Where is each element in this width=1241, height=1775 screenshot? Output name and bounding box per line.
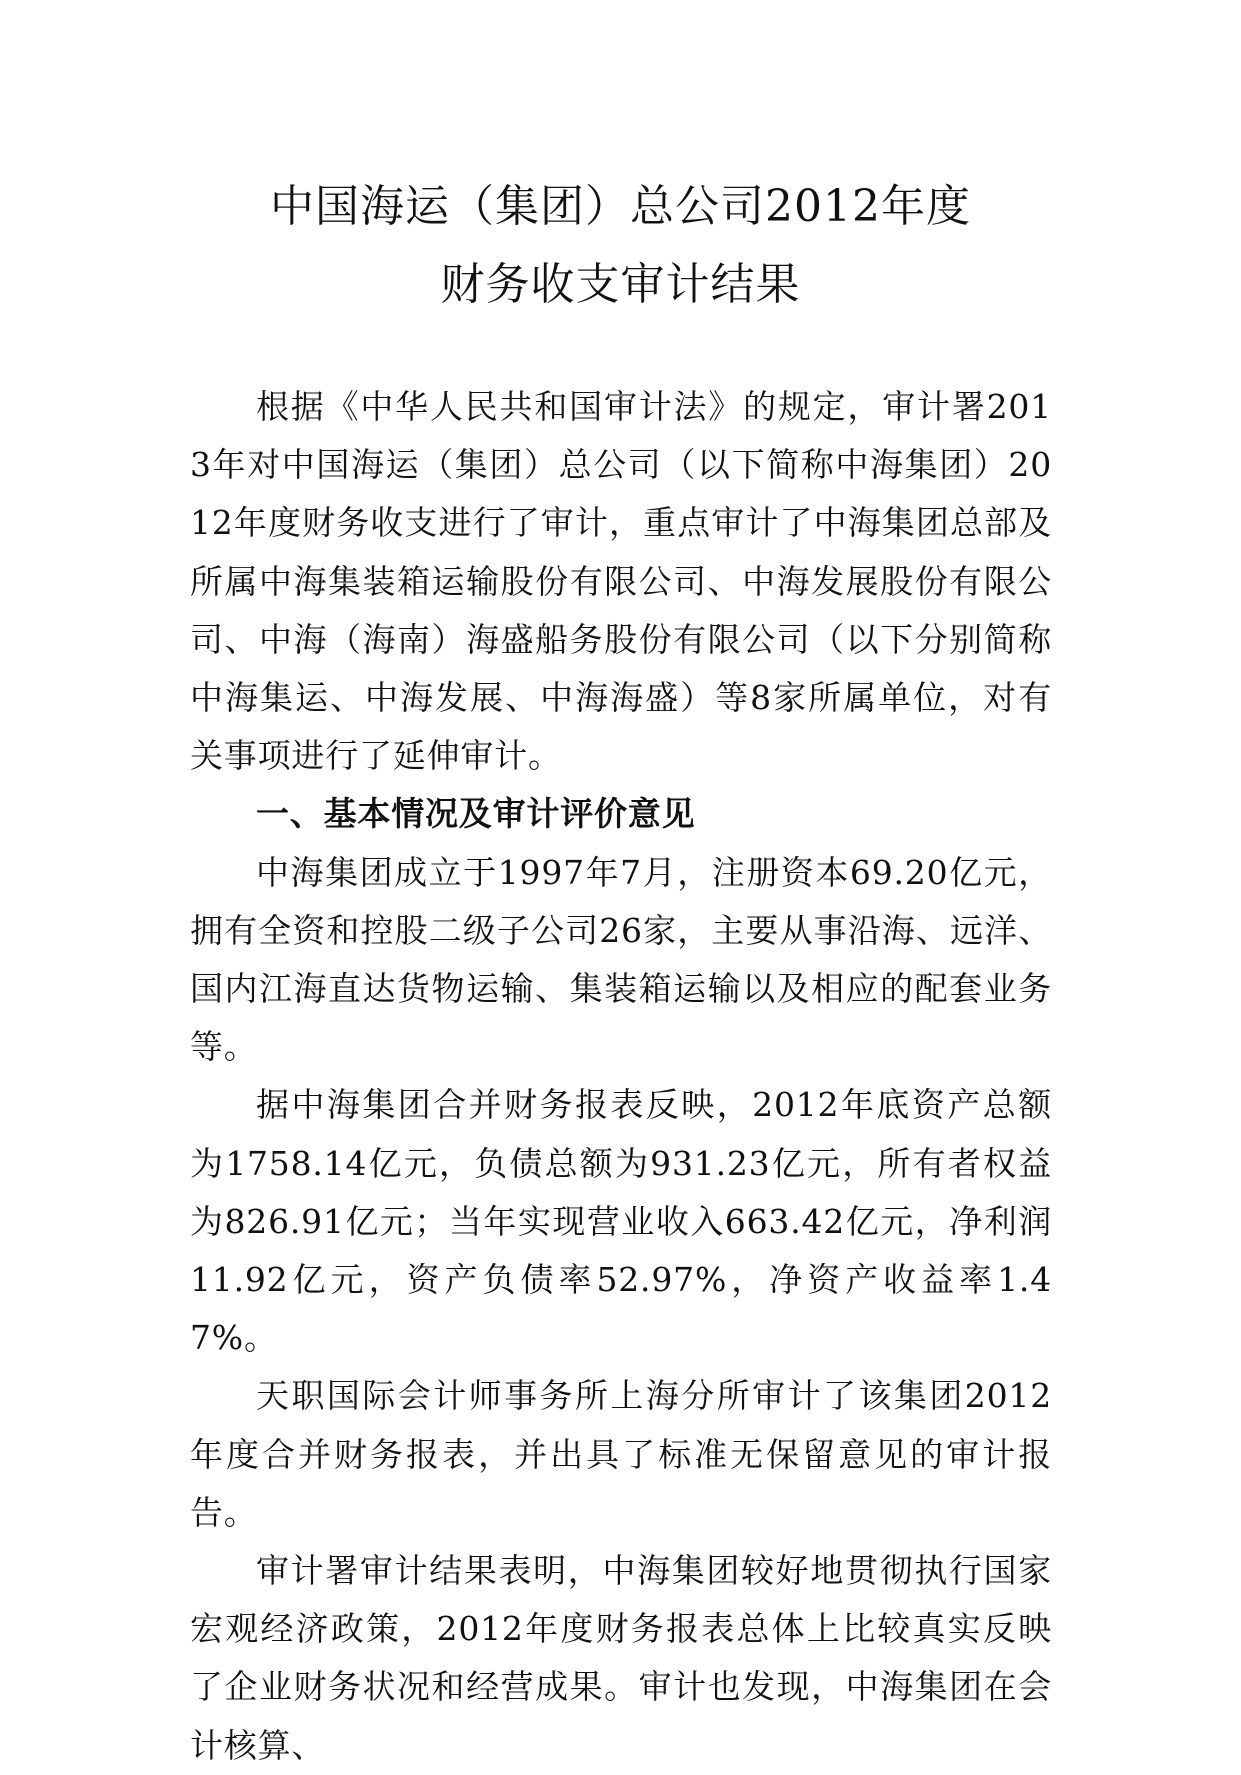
paragraph-auditor-opinion: 天职国际会计师事务所上海分所审计了该集团2012年度合并财务报表，并出具了标准无保留意见的审计报告。 <box>190 1376 1052 1532</box>
section-heading-basic-info: 一、基本情况及审计评价意见 <box>256 794 696 834</box>
title-line-2: 财务收支审计结果 <box>440 259 801 310</box>
paragraph-intro: 根据《中华人民共和国审计法》的规定，审计署2013年对中国海运（集团）总公司（以下简称中海集团）2012年度财务收支进行了审计，重点审计了中海集团总部及所属中海集装箱运输股份有限公司、中海发展股份有限公司、中海（海南）海盛船务股份有限公司（以下分别简称中海集运、中海发展、中海海盛）等8家所属单位，对有关事项进行了延伸审计。 <box>190 387 1052 776</box>
paragraph-financial-figures: 据中海集团合并财务报表反映，2012年底资产总额为1758.14亿元，负债总额为931.23亿元，所有者权益为826.91亿元；当年实现营业收入663.42亿元，净利润11.92亿元，资产负债率52.97%，净资产收益率1.47%。 <box>190 1085 1052 1358</box>
paragraph-company-profile: 中海集团成立于1997年7月，注册资本69.20亿元，拥有全资和控股二级子公司26家，主要从事沿海、远洋、国内江海直达货物运输、集装箱运输以及相应的配套业务等。 <box>190 852 1052 1067</box>
document-title <box>0 168 1241 324</box>
document-body <box>190 378 1052 1775</box>
title-line-1: 中国海运（集团）总公司2012年度 <box>270 181 971 232</box>
paragraph-audit-conclusion: 审计署审计结果表明，中海集团较好地贯彻执行国家宏观经济政策，2012年度财务报表总体上比较真实反映了企业财务状况和经营成果。审计也发现，中海集团在会计核算、 <box>190 1551 1052 1765</box>
